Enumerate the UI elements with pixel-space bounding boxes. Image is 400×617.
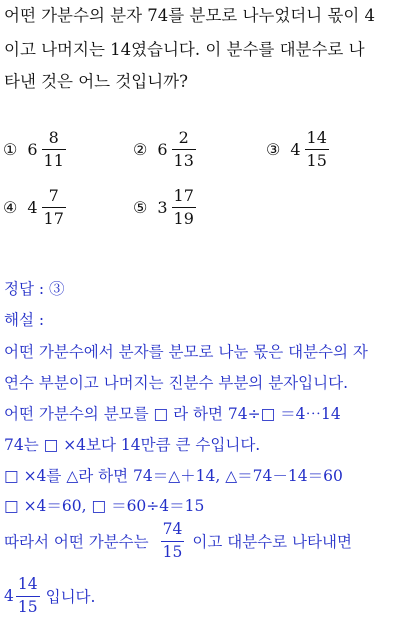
question-line-3: 타낸 것은 어느 것입니까? <box>4 72 188 91</box>
explanation-line-6: □ ×4＝60, □ ＝60÷4＝15 <box>4 497 205 515</box>
choice-1-numerator: 8 <box>48 128 59 147</box>
answer: 정답 : ③ <box>4 280 65 298</box>
choice-5-whole: 3 <box>157 198 168 217</box>
choice-3-whole: 4 <box>290 140 301 159</box>
choice-3-denominator: 15 <box>306 151 327 170</box>
choice-1-whole: 6 <box>27 140 38 159</box>
explanation-line-1: 어떤 가분수에서 분자를 분모로 나눈 몫은 대분수의 자 <box>4 343 368 361</box>
choice-4-denominator: 17 <box>43 209 64 228</box>
improper-fraction <box>161 522 185 560</box>
explanation-line-7-pre: 따라서 어떤 가분수는 <box>4 533 149 551</box>
final-whole: 4 <box>4 587 14 605</box>
final-fraction <box>16 577 40 615</box>
choice-2-mark: ② <box>133 140 148 159</box>
choice-2-numerator: 2 <box>178 128 189 147</box>
explanation-final <box>4 577 95 615</box>
choice-1-denominator: 11 <box>43 151 64 170</box>
choice-2[interactable] <box>133 130 196 169</box>
explanation-line-5: □ ×4를 △라 하면 74＝△＋14, △＝74－14＝60 <box>4 467 343 485</box>
explanation-line-7 <box>4 522 352 560</box>
explanation-line-2: 연수 부분이고 나머지는 진분수 부분의 분자입니다. <box>4 374 348 392</box>
explanation-line-7-post: 이고 대분수로 나타내면 <box>192 533 352 551</box>
choice-3[interactable] <box>266 130 329 169</box>
explanation-line-3: 어떤 가분수의 분모를 □ 라 하면 74÷□ ＝4⋯14 <box>4 405 341 423</box>
choice-3-numerator: 14 <box>306 128 327 147</box>
choice-5-numerator: 17 <box>173 186 194 205</box>
choice-5-mark: ⑤ <box>133 198 148 217</box>
final-fraction-numerator: 14 <box>17 575 38 593</box>
question-line-1: 어떤 가분수의 분자 74를 분모로 나누었더니 몫이 4 <box>4 6 376 25</box>
final-fraction-denominator: 15 <box>17 597 38 616</box>
choice-3-mark: ③ <box>266 140 281 159</box>
explanation-line-4: 74는 □ ×4보다 14만큼 큰 수입니다. <box>4 436 261 454</box>
choice-5[interactable] <box>133 188 196 227</box>
choice-1-mark: ① <box>3 140 18 159</box>
choice-2-denominator: 13 <box>173 151 194 170</box>
choice-5-denominator: 19 <box>173 209 194 228</box>
choice-4-numerator: 7 <box>48 186 59 205</box>
explanation-heading: 해설 : <box>4 311 45 329</box>
choice-2-whole: 6 <box>157 140 168 159</box>
choice-1[interactable] <box>3 130 66 169</box>
final-post: 입니다. <box>45 588 96 606</box>
question-line-2: 이고 나머지는 14였습니다. 이 분수를 대분수로 나 <box>4 40 365 59</box>
improper-fraction-denominator: 15 <box>162 542 183 561</box>
choice-4[interactable] <box>3 188 66 227</box>
choice-4-mark: ④ <box>3 198 18 217</box>
improper-fraction-numerator: 74 <box>162 520 183 538</box>
choice-4-whole: 4 <box>27 198 38 217</box>
